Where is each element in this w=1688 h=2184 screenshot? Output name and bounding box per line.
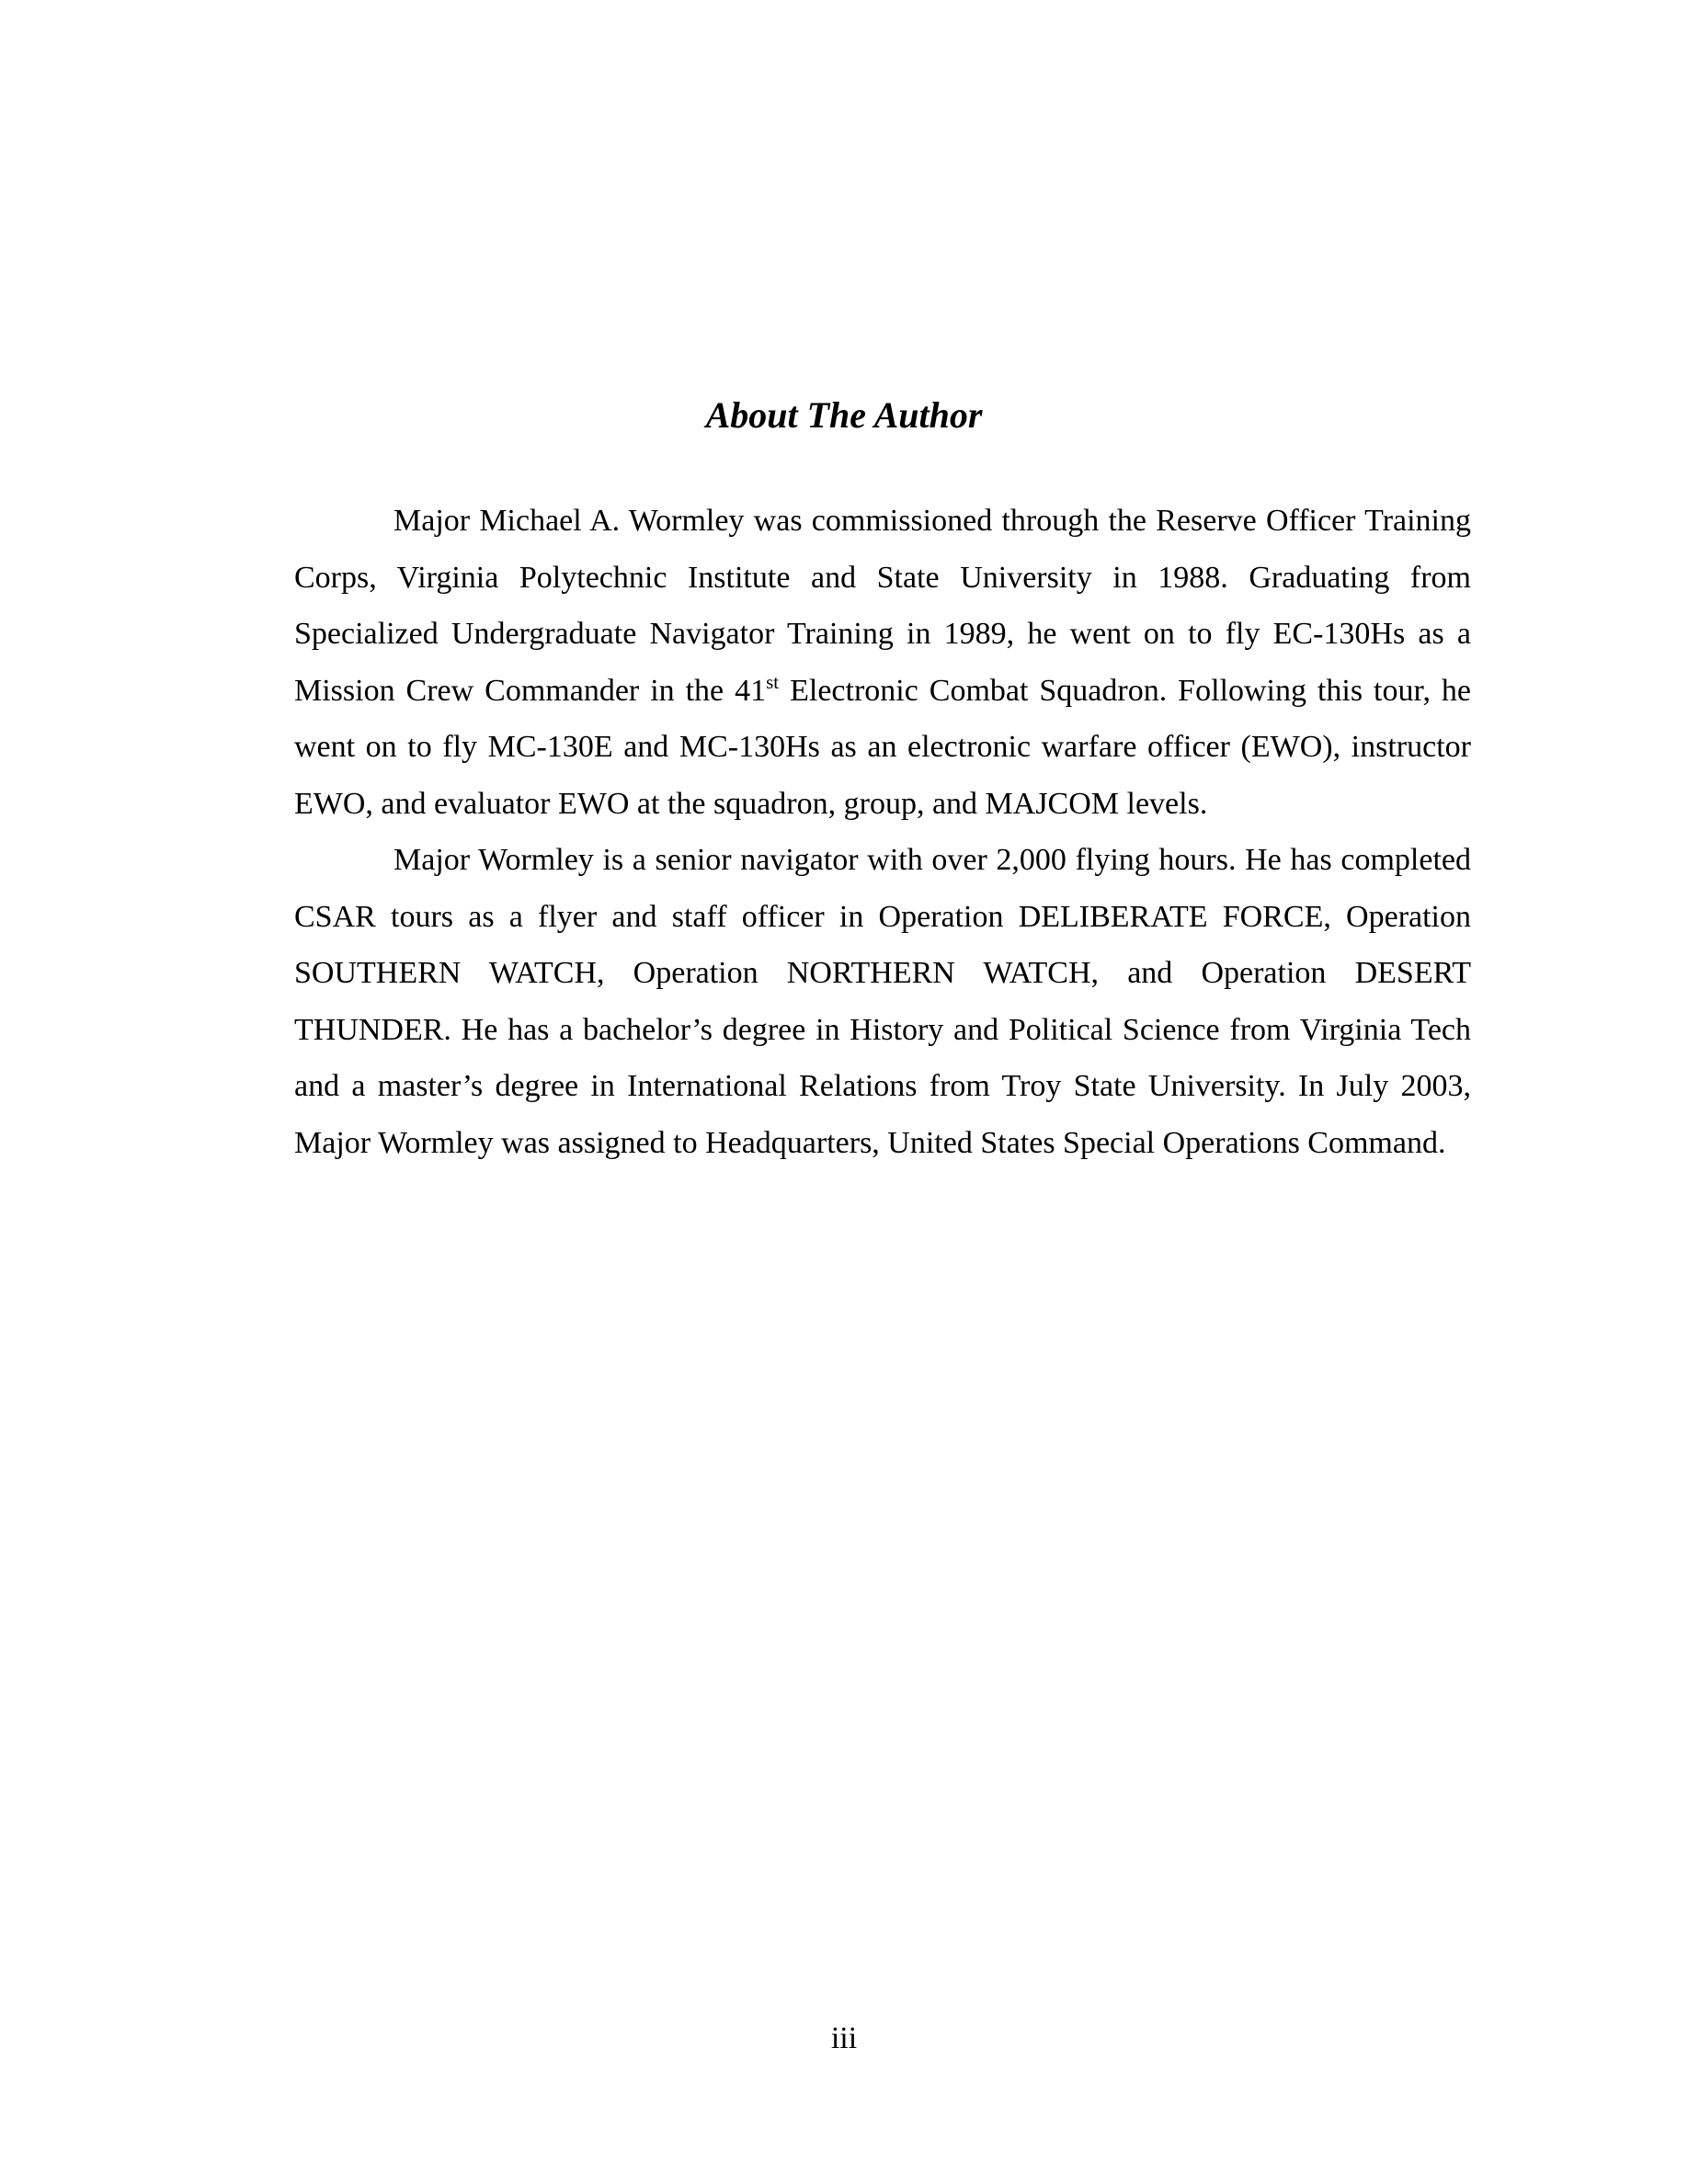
page-title: About The Author bbox=[705, 394, 983, 436]
page-number: iii bbox=[830, 2021, 858, 2055]
biography-paragraph-1-text-after-superscript: Electronic Combat Squadron. Following this tour, he went on to fly MC-130E and MC-130Hs as an electronic warfare officer (EWO), instructor EWO, and evaluator EWO at the squadron, group, and MAJCOM levels. bbox=[294, 673, 1472, 821]
biography-paragraph-1-text-before-superscript: Major Michael A. Wormley was commissioned through the Reserve Officer Training Corps, Virginia Polytechnic Institute and State University in 1988. Graduating from Specialized Undergraduate Navigator Training in 1989, he went on to fly EC-130Hs as a Mission Crew Commander in the 41 bbox=[294, 504, 1471, 708]
biography-paragraph-1 bbox=[294, 493, 1471, 832]
author-biography bbox=[294, 493, 1471, 1171]
ordinal-superscript: st bbox=[766, 670, 780, 693]
biography-paragraph-2: Major Wormley is a senior navigator with over 2,000 flying hours. He has completed CSAR tours as a flyer and staff officer in Operation DELIBERATE FORCE, Operation SOUTHERN WATCH, Operation NORTHERN WATCH, and Operation DESERT THUNDER. He has a bachelor’s degree in History and Political Science from Virginia Tech and a master’s degree in International Relations from Troy State University. In July 2003, Major Wormley was assigned to Headquarters, United States Special Operations Command. bbox=[294, 843, 1471, 1160]
